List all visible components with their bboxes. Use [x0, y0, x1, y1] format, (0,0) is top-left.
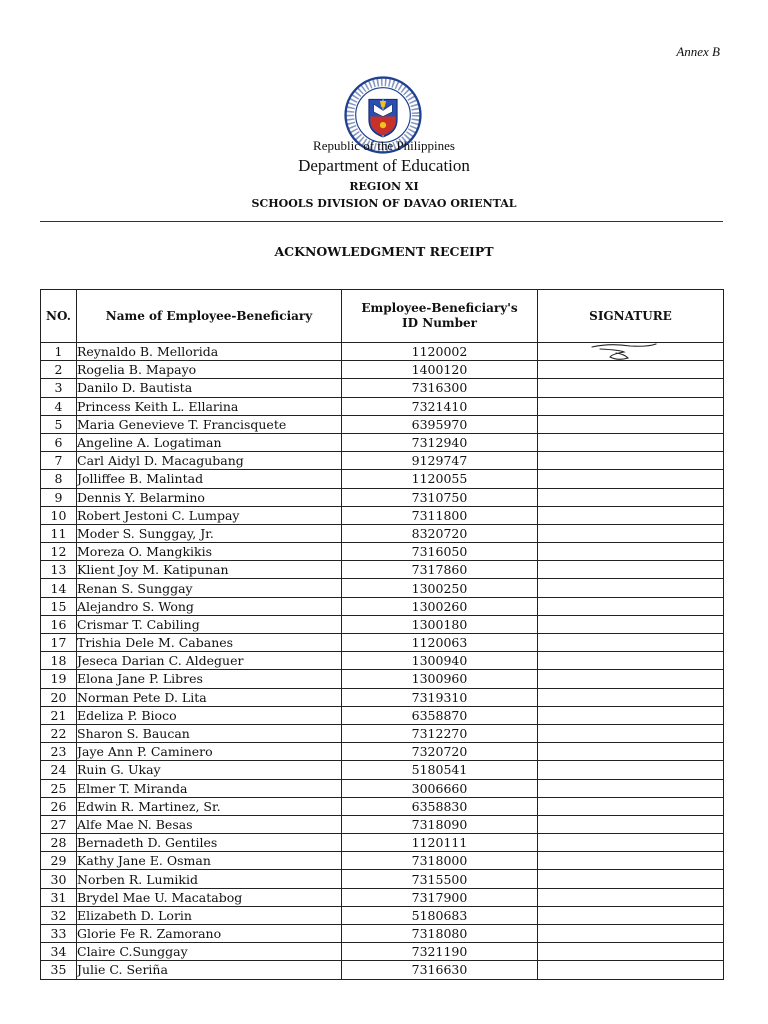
table-body — [41, 343, 724, 980]
employee-id: 8320720 — [342, 524, 538, 542]
row-number: 30 — [41, 870, 77, 888]
signature-cell — [538, 379, 724, 397]
employee-id: 7312270 — [342, 724, 538, 742]
row-number: 28 — [41, 834, 77, 852]
table-row — [41, 743, 724, 761]
signature-cell — [538, 906, 724, 924]
signature-cell — [538, 943, 724, 961]
table-row — [41, 943, 724, 961]
row-number: 11 — [41, 524, 77, 542]
employee-id: 7320720 — [342, 743, 538, 761]
employee-id: 1300180 — [342, 615, 538, 633]
employee-id: 1300250 — [342, 579, 538, 597]
table-row — [41, 561, 724, 579]
table-row — [41, 852, 724, 870]
signature-cell — [538, 961, 724, 979]
signature-cell — [538, 524, 724, 542]
employee-name: Sharon S. Baucan — [77, 724, 342, 742]
employee-id: 7316300 — [342, 379, 538, 397]
region-heading: REGION XI — [349, 180, 419, 193]
row-number: 2 — [41, 361, 77, 379]
employee-name: Edwin R. Martinez, Sr. — [77, 797, 342, 815]
table-row — [41, 452, 724, 470]
employee-name: Julie C. Seriña — [77, 961, 342, 979]
signature-cell — [538, 415, 724, 433]
row-number: 35 — [41, 961, 77, 979]
employee-name: Edeliza P. Bioco — [77, 706, 342, 724]
employee-id: 1300260 — [342, 597, 538, 615]
employee-name: Glorie Fe R. Zamorano — [77, 925, 342, 943]
division-heading: SCHOOLS DIVISION OF DAVAO ORIENTAL — [251, 197, 517, 210]
row-number: 12 — [41, 543, 77, 561]
employee-id: 6395970 — [342, 415, 538, 433]
row-number: 33 — [41, 925, 77, 943]
table-row — [41, 433, 724, 451]
employee-id: 7317860 — [342, 561, 538, 579]
employee-name: Kathy Jane E. Osman — [77, 852, 342, 870]
column-header-no: NO. — [41, 290, 77, 343]
table-row — [41, 343, 724, 361]
employee-id: 1400120 — [342, 361, 538, 379]
row-number: 26 — [41, 797, 77, 815]
employee-id: 7318090 — [342, 815, 538, 833]
table-row — [41, 779, 724, 797]
row-number: 7 — [41, 452, 77, 470]
signature-cell — [538, 870, 724, 888]
row-number: 25 — [41, 779, 77, 797]
employee-name: Elizabeth D. Lorin — [77, 906, 342, 924]
row-number: 15 — [41, 597, 77, 615]
header-divider — [40, 221, 723, 222]
employee-id: 7311800 — [342, 506, 538, 524]
row-number: 29 — [41, 852, 77, 870]
employee-name: Reynaldo B. Mellorida — [77, 343, 342, 361]
signature-cell — [538, 361, 724, 379]
employee-name: Alfe Mae N. Besas — [77, 815, 342, 833]
employee-id: 7316050 — [342, 543, 538, 561]
table-row — [41, 670, 724, 688]
signature-cell — [538, 433, 724, 451]
employee-name: Jeseca Darian C. Aldeguer — [77, 652, 342, 670]
employee-name: Carl Aidyl D. Macagubang — [77, 452, 342, 470]
table-row — [41, 815, 724, 833]
table-row — [41, 506, 724, 524]
employee-id: 7316630 — [342, 961, 538, 979]
employee-id: 3006660 — [342, 779, 538, 797]
row-number: 31 — [41, 888, 77, 906]
row-number: 19 — [41, 670, 77, 688]
employee-name: Norben R. Lumikid — [77, 870, 342, 888]
signature-cell — [538, 779, 724, 797]
employee-id: 7312940 — [342, 433, 538, 451]
employee-id: 7321190 — [342, 943, 538, 961]
table-row — [41, 615, 724, 633]
employee-name: Danilo D. Bautista — [77, 379, 342, 397]
table-row — [41, 415, 724, 433]
employee-name: Brydel Mae U. Macatabog — [77, 888, 342, 906]
employee-id: 7310750 — [342, 488, 538, 506]
signature-cell — [538, 597, 724, 615]
department-heading: Department of Education — [298, 156, 470, 175]
employee-name: Renan S. Sunggay — [77, 579, 342, 597]
row-number: 20 — [41, 688, 77, 706]
signature-cell — [538, 688, 724, 706]
column-header-signature: SIGNATURE — [538, 290, 724, 343]
signature-cell — [538, 852, 724, 870]
column-header-id-line2: ID Number — [402, 316, 477, 330]
signature-cell — [538, 706, 724, 724]
table-row — [41, 706, 724, 724]
signature-cell — [538, 761, 724, 779]
signature-cell — [538, 506, 724, 524]
row-number: 32 — [41, 906, 77, 924]
row-number: 8 — [41, 470, 77, 488]
table-row — [41, 724, 724, 742]
signature-cell — [538, 397, 724, 415]
employee-name: Elona Jane P. Libres — [77, 670, 342, 688]
table-row — [41, 597, 724, 615]
column-header-id-line1: Employee-Beneficiary's — [361, 301, 518, 315]
employee-id: 7317900 — [342, 888, 538, 906]
row-number: 3 — [41, 379, 77, 397]
employee-id: 5180541 — [342, 761, 538, 779]
row-number: 16 — [41, 615, 77, 633]
signature-cell — [538, 579, 724, 597]
signature-cell — [538, 488, 724, 506]
row-number: 27 — [41, 815, 77, 833]
row-number: 10 — [41, 506, 77, 524]
table-row — [41, 634, 724, 652]
row-number: 5 — [41, 415, 77, 433]
employee-id: 1120002 — [342, 343, 538, 361]
employee-id: 5180683 — [342, 906, 538, 924]
employee-name: Maria Genevieve T. Francisquete — [77, 415, 342, 433]
table-row — [41, 361, 724, 379]
signature-cell — [538, 834, 724, 852]
table-row — [41, 397, 724, 415]
column-header-id — [342, 290, 538, 343]
column-header-name: Name of Employee-Beneficiary — [77, 290, 342, 343]
signature-cell — [538, 925, 724, 943]
table-row — [41, 834, 724, 852]
employee-id: 7321410 — [342, 397, 538, 415]
employee-id: 7315500 — [342, 870, 538, 888]
signature-cell — [538, 615, 724, 633]
table-row — [41, 579, 724, 597]
table-row — [41, 488, 724, 506]
signature-cell — [538, 561, 724, 579]
employee-id: 6358830 — [342, 797, 538, 815]
employee-name: Robert Jestoni C. Lumpay — [77, 506, 342, 524]
signature-scribble-icon — [590, 343, 660, 361]
table-row — [41, 470, 724, 488]
employee-id: 7318000 — [342, 852, 538, 870]
signature-cell — [538, 343, 724, 361]
row-number: 6 — [41, 433, 77, 451]
row-number: 21 — [41, 706, 77, 724]
employee-name: Norman Pete D. Lita — [77, 688, 342, 706]
signature-cell — [538, 670, 724, 688]
employee-name: Rogelia B. Mapayo — [77, 361, 342, 379]
acknowledgment-table — [40, 289, 724, 980]
employee-name: Princess Keith L. Ellarina — [77, 397, 342, 415]
row-number: 23 — [41, 743, 77, 761]
signature-cell — [538, 797, 724, 815]
employee-id: 1300940 — [342, 652, 538, 670]
employee-name: Ruin G. Ukay — [77, 761, 342, 779]
table-row — [41, 925, 724, 943]
document-title: ACKNOWLEDGMENT RECEIPT — [274, 244, 494, 259]
signature-cell — [538, 743, 724, 761]
employee-name: Dennis Y. Belarmino — [77, 488, 342, 506]
employee-id: 1300960 — [342, 670, 538, 688]
employee-name: Trishia Dele M. Cabanes — [77, 634, 342, 652]
table-row — [41, 652, 724, 670]
employee-name: Crismar T. Cabiling — [77, 615, 342, 633]
signature-cell — [538, 724, 724, 742]
employee-name: Moreza O. Mangkikis — [77, 543, 342, 561]
employee-name: Elmer T. Miranda — [77, 779, 342, 797]
employee-name: Moder S. Sunggay, Jr. — [77, 524, 342, 542]
row-number: 13 — [41, 561, 77, 579]
table-row — [41, 797, 724, 815]
signature-cell — [538, 815, 724, 833]
table-row — [41, 524, 724, 542]
signature-cell — [538, 543, 724, 561]
row-number: 4 — [41, 397, 77, 415]
table-row — [41, 379, 724, 397]
annex-label: Annex B — [676, 44, 720, 59]
table-row — [41, 961, 724, 979]
employee-id: 1120111 — [342, 834, 538, 852]
row-number: 14 — [41, 579, 77, 597]
employee-name: Klient Joy M. Katipunan — [77, 561, 342, 579]
table-header-row — [41, 290, 724, 343]
employee-name: Jaye Ann P. Caminero — [77, 743, 342, 761]
signature-cell — [538, 470, 724, 488]
table-row — [41, 870, 724, 888]
employee-id: 7319310 — [342, 688, 538, 706]
signature-cell — [538, 452, 724, 470]
employee-name: Jolliffee B. Malintad — [77, 470, 342, 488]
employee-name: Claire C.Sunggay — [77, 943, 342, 961]
employee-name: Alejandro S. Wong — [77, 597, 342, 615]
employee-id: 9129747 — [342, 452, 538, 470]
table-row — [41, 688, 724, 706]
row-number: 34 — [41, 943, 77, 961]
row-number: 9 — [41, 488, 77, 506]
signature-cell — [538, 634, 724, 652]
employee-id: 6358870 — [342, 706, 538, 724]
employee-id: 7318080 — [342, 925, 538, 943]
row-number: 18 — [41, 652, 77, 670]
republic-heading: Republic of the Philippines — [313, 138, 455, 153]
employee-id: 1120055 — [342, 470, 538, 488]
table-row — [41, 761, 724, 779]
employee-name: Bernadeth D. Gentiles — [77, 834, 342, 852]
row-number: 1 — [41, 343, 77, 361]
signature-cell — [538, 888, 724, 906]
table-row — [41, 906, 724, 924]
row-number: 24 — [41, 761, 77, 779]
row-number: 17 — [41, 634, 77, 652]
table-row — [41, 888, 724, 906]
row-number: 22 — [41, 724, 77, 742]
table-row — [41, 543, 724, 561]
signature-cell — [538, 652, 724, 670]
employee-name: Angeline A. Logatiman — [77, 433, 342, 451]
employee-id: 1120063 — [342, 634, 538, 652]
